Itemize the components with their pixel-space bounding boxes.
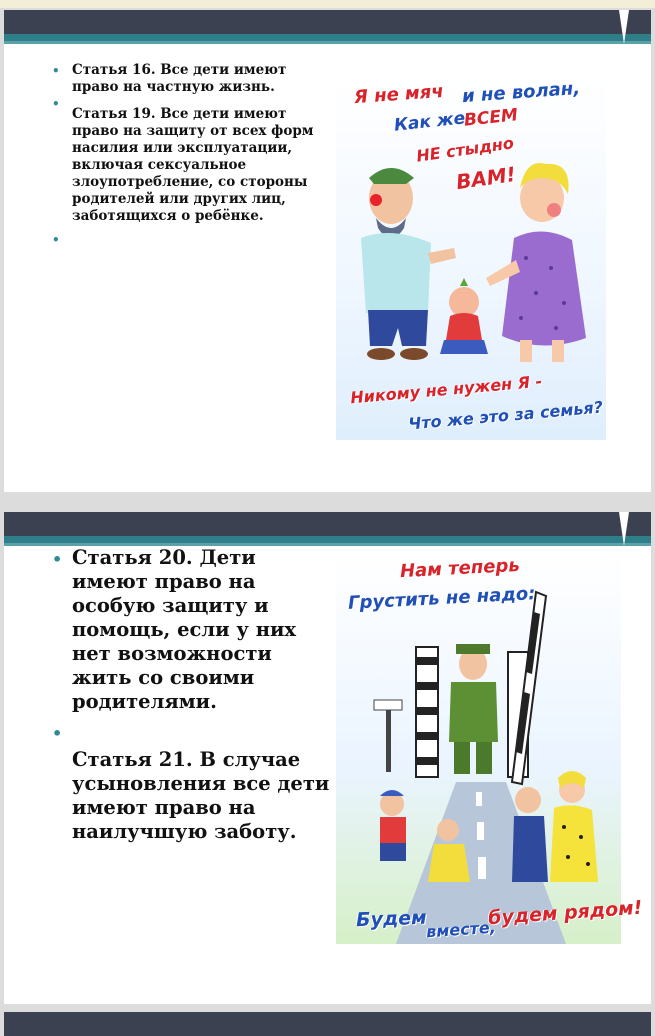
caption-line: и не волан,	[461, 77, 581, 108]
caption-line: Грустить не надо:	[347, 583, 536, 614]
article-text: Статья 19. Все дети имеют право на защиту от всех форм насилия или эксплуатации, включая сексуальное злоупотребление, со стороны родителей или других лиц, заботящихся о ребёнке.	[72, 106, 314, 224]
caption-line: Никому не нужен Я -	[349, 371, 543, 408]
list-item	[52, 546, 332, 714]
list-item-empty	[52, 720, 332, 742]
bullet-dot-icon: •	[52, 233, 60, 247]
illustration-family-quarrel	[336, 78, 606, 440]
slide-header-band	[4, 10, 651, 34]
slide-3	[4, 1012, 651, 1024]
article-list	[52, 546, 332, 850]
top-strip	[0, 0, 655, 8]
list-item	[52, 748, 332, 844]
bullet-dot-icon: •	[52, 64, 60, 78]
bullet-dot-icon: •	[52, 97, 60, 111]
caption-line: Нам теперь	[399, 554, 521, 583]
bullet-dot-icon: •	[52, 550, 63, 569]
illustration-adoption	[336, 552, 644, 944]
article-text: Статья 20. Дети имеют право на особую защиту и помощь, если у них нет возможности жить со своими родителями.	[72, 546, 297, 713]
slide-2	[4, 512, 651, 1004]
caption-line: НЕ стыдно	[415, 133, 515, 166]
article-text: Статья 16. Все дети имеют право на частную жизнь.	[72, 62, 287, 95]
list-item	[52, 62, 317, 96]
bullet-dot-icon: •	[52, 724, 63, 743]
caption-line: Что же это за семья?	[407, 397, 604, 434]
slide-1	[4, 10, 651, 492]
list-item-empty	[52, 231, 317, 247]
list-item	[52, 97, 317, 225]
article-list	[52, 62, 317, 253]
caption-line: будем рядом!	[487, 896, 644, 930]
caption-line: Будем	[355, 906, 428, 932]
caption-line: вместе,	[425, 917, 497, 942]
caption-line: Как же	[393, 108, 467, 136]
slide-header-band	[4, 512, 651, 536]
caption-line: ВАМ!	[454, 161, 518, 195]
article-text: Статья 21. В случае усыновления все дети имеют право на наилучшую заботу.	[72, 748, 330, 843]
caption-line: Я не мяч	[353, 80, 445, 109]
caption-line: ВСЕМ	[463, 105, 519, 131]
slide-header-band	[4, 1012, 651, 1036]
